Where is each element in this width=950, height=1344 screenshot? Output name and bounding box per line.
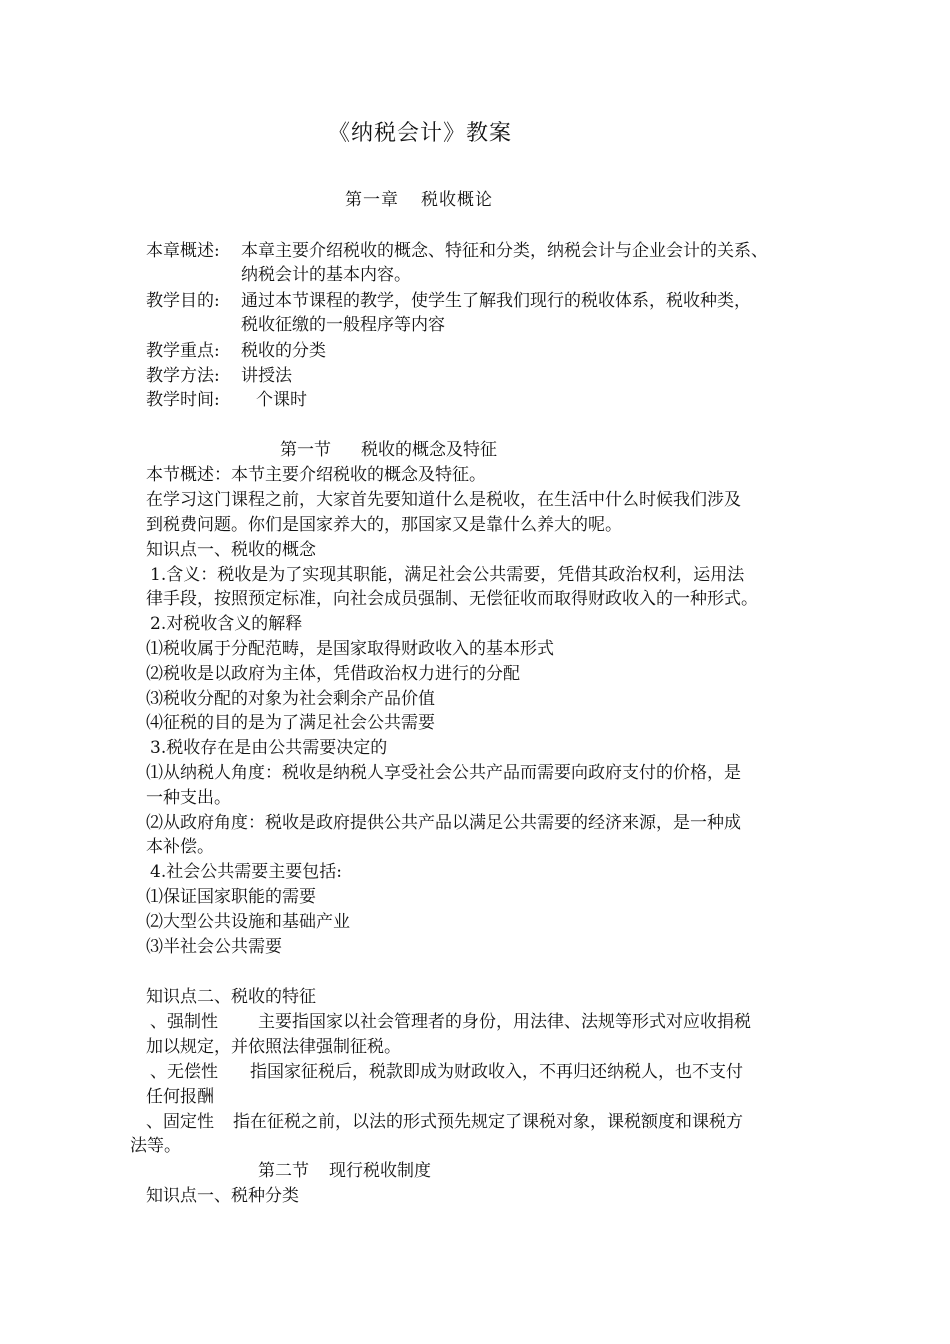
section-2-name: 现行税收制度 <box>329 1161 431 1181</box>
feature-2-label: 、无偿性 <box>150 1062 218 1082</box>
paragraph-3-item-1-line-1: ⑴从纳税人角度：税收是纳税人享受社会公共产品而需要向政府支付的价格，是 <box>146 763 741 783</box>
paragraph-4-item-3: ⑶半社会公共需要 <box>146 937 282 957</box>
knowledge-point-1-heading: 知识点一、税收的概念 <box>146 540 316 560</box>
section-1-number: 第一节 <box>280 440 331 460</box>
feature-1-label: 、强制性 <box>150 1012 218 1032</box>
document-title: 《纳税会计》教案 <box>328 121 513 146</box>
time-text: 个课时 <box>256 390 307 410</box>
section-1-name: 税收的概念及特征 <box>361 440 497 460</box>
goal-line-2: 税收征缴的一般程序等内容 <box>241 315 445 335</box>
feature-3-label: 、固定性 <box>146 1112 214 1132</box>
paragraph-4-item-1: ⑴保证国家职能的需要 <box>146 887 316 907</box>
paragraph-4-heading: 4.社会公共需要主要包括: <box>150 862 342 882</box>
section-2-knowledge-point-1: 知识点一、税种分类 <box>146 1186 299 1206</box>
goal-line-1: 通过本节课程的教学，使学生了解我们现行的税收体系，税收种类， <box>241 291 751 311</box>
feature-1-text: 主要指国家以社会管理者的身份，用法律、法规等形式对应收捐税 <box>258 1012 751 1032</box>
key-point-text: 税收的分类 <box>241 341 326 361</box>
section-1-heading <box>280 439 497 461</box>
chapter-heading <box>345 189 493 211</box>
paragraph-2-item-1: ⑴税收属于分配范畴，是国家取得财政收入的基本形式 <box>146 639 554 659</box>
paragraph-4-item-2: ⑵大型公共设施和基础产业 <box>146 912 350 932</box>
paragraph-1-line-2: 律手段，按照预定标准，向社会成员强制、无偿征收而取得财政收入的一种形式。 <box>146 589 758 609</box>
paragraph-2-heading: 2.对税收含义的解释 <box>150 614 303 634</box>
section-2-heading <box>258 1160 431 1182</box>
overview-line-1: 本章主要介绍税收的概念、特征和分类，纳税会计与企业会计的关系、 <box>241 241 768 261</box>
chapter-name: 税收概论 <box>421 190 493 210</box>
method-text: 讲授法 <box>241 366 292 386</box>
section-2-number: 第二节 <box>258 1161 309 1181</box>
feature-2-text: 指国家征税后，税款即成为财政收入，不再归还纳税人，也不支付 <box>250 1062 743 1082</box>
section-1-intro-line-2: 到税费问题。你们是国家养大的，那国家又是靠什么养大的呢。 <box>146 515 622 535</box>
key-point-label: 教学重点: <box>146 341 220 361</box>
paragraph-3-item-1-line-2: 一种支出。 <box>146 788 231 808</box>
chapter-number: 第一章 <box>345 190 399 210</box>
paragraph-2-item-2: ⑵税收是以政府为主体，凭借政治权力进行的分配 <box>146 664 520 684</box>
section-1-summary: 本节概述：本节主要介绍税收的概念及特征。 <box>146 465 486 485</box>
overview-line-2: 纳税会计的基本内容。 <box>241 265 411 285</box>
paragraph-2-item-4: ⑷征税的目的是为了满足社会公共需要 <box>146 713 435 733</box>
paragraph-1-line-1: 1.含义：税收是为了实现其职能，满足社会公共需要，凭借其政治权利，运用法 <box>150 565 745 585</box>
feature-3-text: 指在征税之前，以法的形式预先规定了课税对象，课税额度和课税方 <box>233 1112 743 1132</box>
paragraph-3-heading: 3.税收存在是由公共需要决定的 <box>150 738 388 758</box>
paragraph-3-item-2-line-1: ⑵从政府角度：税收是政府提供公共产品以满足公共需要的经济来源，是一种成 <box>146 813 741 833</box>
section-1-intro-line-1: 在学习这门课程之前，大家首先要知道什么是税收，在生活中什么时候我们涉及 <box>146 490 741 510</box>
feature-2-text-cont: 任何报酬 <box>146 1087 214 1107</box>
goal-label: 教学目的: <box>146 291 220 311</box>
paragraph-3-item-2-line-2: 本补偿。 <box>146 837 214 857</box>
paragraph-2-item-3: ⑶税收分配的对象为社会剩余产品价值 <box>146 689 435 709</box>
feature-1-text-cont: 加以规定，并依照法律强制征税。 <box>146 1037 401 1057</box>
method-label: 教学方法: <box>146 366 220 386</box>
feature-3-text-cont: 法等。 <box>130 1136 181 1156</box>
time-label: 教学时间: <box>146 390 220 410</box>
overview-label: 本章概述: <box>146 241 220 261</box>
knowledge-point-2-heading: 知识点二、税收的特征 <box>146 987 316 1007</box>
